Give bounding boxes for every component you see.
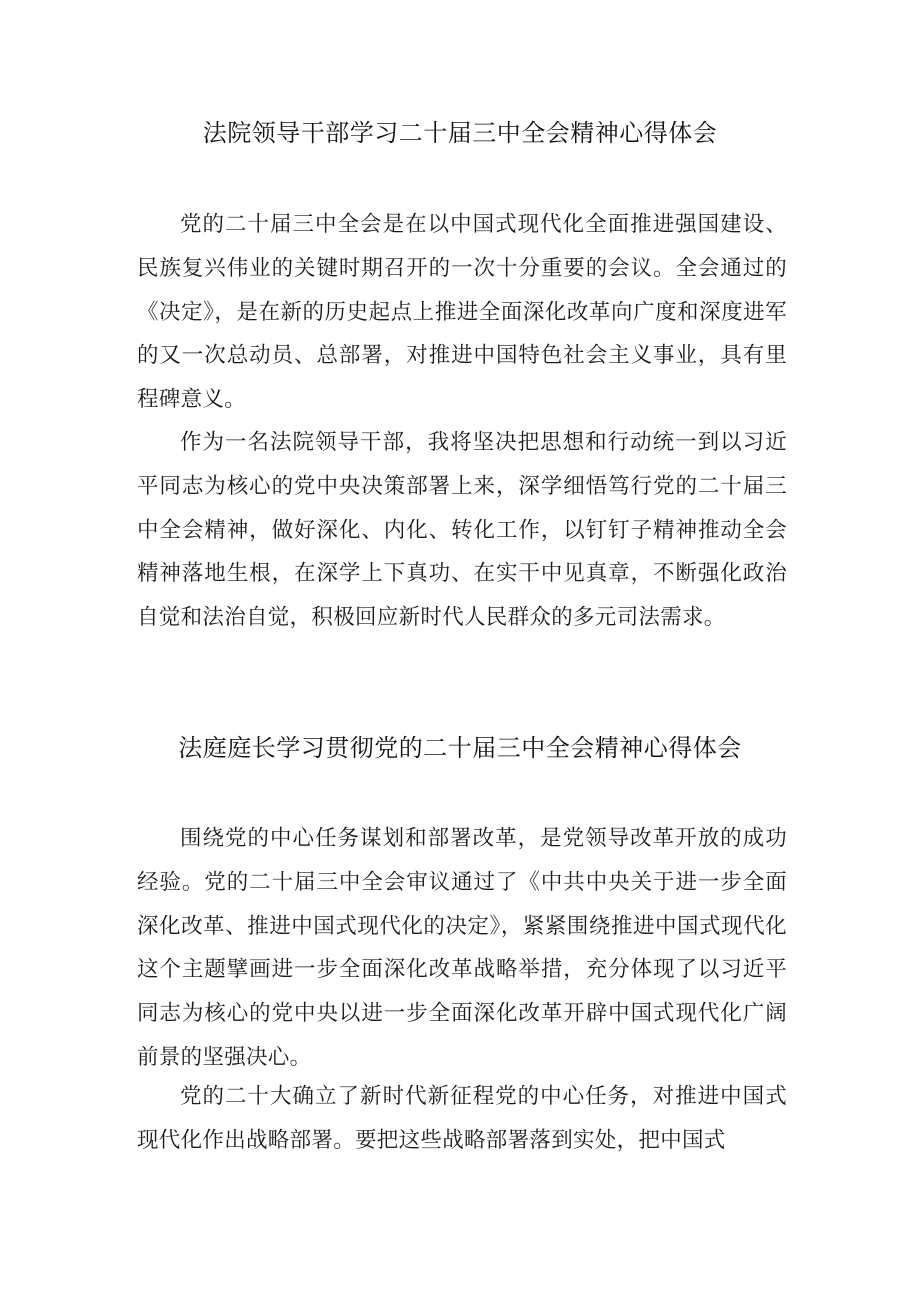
section-1-title: 法院领导干部学习二十届三中全会精神心得体会 — [202, 119, 718, 147]
section-2-paragraph-2: 党的二十大确立了新时代新征程党的中心任务，对推进中国式现代化作出战略部署。要把这些战略部署落到实处，把中国式 — [137, 1084, 787, 1153]
section-1-paragraph-2: 作为一名法院领导干部，我将坚决把思想和行动统一到以习近平同志为核心的党中央决策部署上来，深学细悟笃行党的二十届三中全会精神，做好深化、内化、转化工作，以钉钉子精神推动全会精神落地生根，在深学上下真功、在实干中见真章，不断强化政治自觉和法治自觉，积极回应新时代人民群众的多元司法需求。 — [137, 430, 787, 631]
section-2-paragraph-1: 围绕党的中心任务谋划和部署改革，是党领导改革开放的成功经验。党的二十届三中全会审议通过了《中共中央关于进一步全面深化改革、推进中国式现代化的决定》，紧紧围绕推进中国式现代化这个主题擘画进一步全面深化改革战略举措，充分体现了以习近平同志为核心的党中央以进一步全面深化改革开辟中国式现代化广阔前景的坚强决心。 — [137, 826, 787, 1070]
section-2-title: 法庭庭长学习贯彻党的二十届三中全会精神心得体会 — [178, 734, 742, 762]
section-1-paragraph-1: 党的二十届三中全会是在以中国式现代化全面推进强国建设、民族复兴伟业的关键时期召开的一次十分重要的会议。全会通过的《决定》，是在新的历史起点上推进全面深化改革向广度和深度进军的又一次总动员、总部署，对推进中国特色社会主义事业，具有里程碑意义。 — [137, 212, 787, 413]
